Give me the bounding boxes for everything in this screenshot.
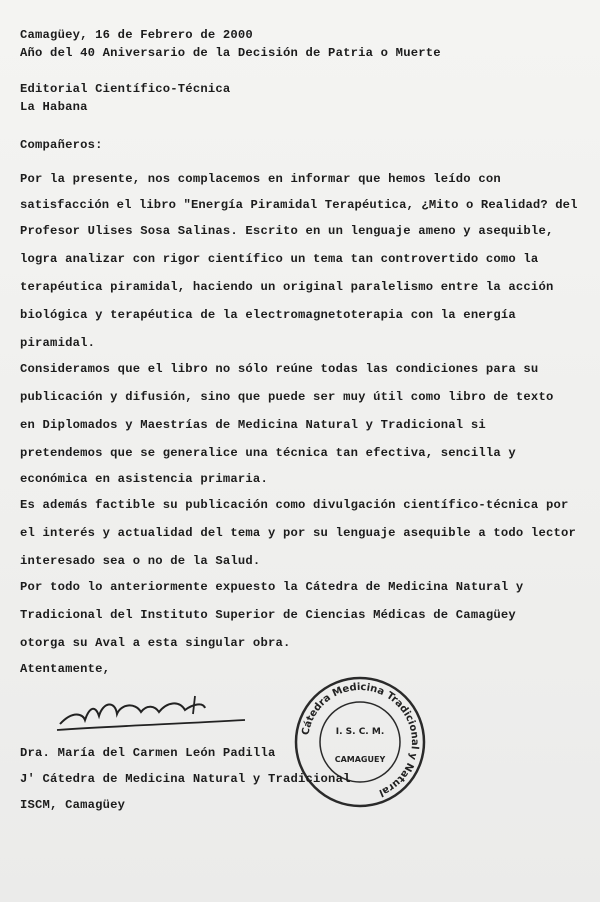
body-line: publicación y difusión, sino que puede ser muy útil como libro de texto (20, 390, 554, 404)
stamp-center-bottom: CAMAGUEY (334, 755, 386, 764)
salutation: Compañeros: (20, 138, 103, 152)
body-line: Por todo lo anteriormente expuesto la Cátedra de Medicina Natural y (20, 580, 524, 594)
addressee-line-2: La Habana (20, 100, 88, 114)
body-line: Por la presente, nos complacemos en informar que hemos leído con (20, 172, 501, 186)
body-line: terapéutica piramidal, haciendo un original paralelismo entre la acción (20, 280, 554, 294)
stamp-center-top: I. S. C. M. (335, 727, 385, 737)
body-line: biológica y terapéutica de la electromagnetoterapia con la energía (20, 308, 516, 322)
body-line: otorga su Aval a esta singular obra. (20, 636, 291, 650)
body-line: económica en asistencia primaria. (20, 472, 268, 486)
body-line: en Diplomados y Maestrías de Medicina Natural y Tradicional si (20, 418, 486, 432)
body-line: interesado sea o no de la Salud. (20, 554, 261, 568)
signer-title: J' Cátedra de Medicina Natural y Tradicional (20, 772, 351, 786)
addressee-line-1: Editorial Científico-Técnica (20, 82, 231, 96)
body-line: pretendemos que se generalice una técnica tan efectiva, sencilla y (20, 446, 516, 460)
year-motto: Año del 40 Aniversario de la Decisión de Patria o Muerte (20, 46, 441, 60)
body-line: Profesor Ulises Sosa Salinas. Escrito en un lenguaje ameno y asequible, (20, 224, 554, 238)
place-date: Camagüey, 16 de Febrero de 2000 (20, 28, 253, 42)
stamp-ring-text: Cátedra Medicina Tradicional y Natural (300, 681, 421, 799)
body-line: piramidal. (20, 336, 96, 350)
body-line: logra analizar con rigor científico un tema tan controvertido como la (20, 252, 539, 266)
signer-org: ISCM, Camagüey (20, 798, 126, 812)
body-line: satisfacción el libro "Energía Piramidal Terapéutica, ¿Mito o Realidad? del (20, 198, 578, 212)
institution-stamp (290, 672, 430, 812)
body-line: Es además factible su publicación como divulgación científico-técnica por (20, 498, 569, 512)
signer-name: Dra. María del Carmen León Padilla (20, 746, 276, 760)
body-line: el interés y actualidad del tema y por su lenguaje asequible a todo lector (20, 526, 577, 540)
body-line: Tradicional del Instituto Superior de Ciencias Médicas de Camagüey (20, 608, 516, 622)
closing: Atentamente, (20, 662, 111, 676)
body-line: Consideramos que el libro no sólo reúne todas las condiciones para su (20, 362, 539, 376)
signature (55, 690, 255, 740)
